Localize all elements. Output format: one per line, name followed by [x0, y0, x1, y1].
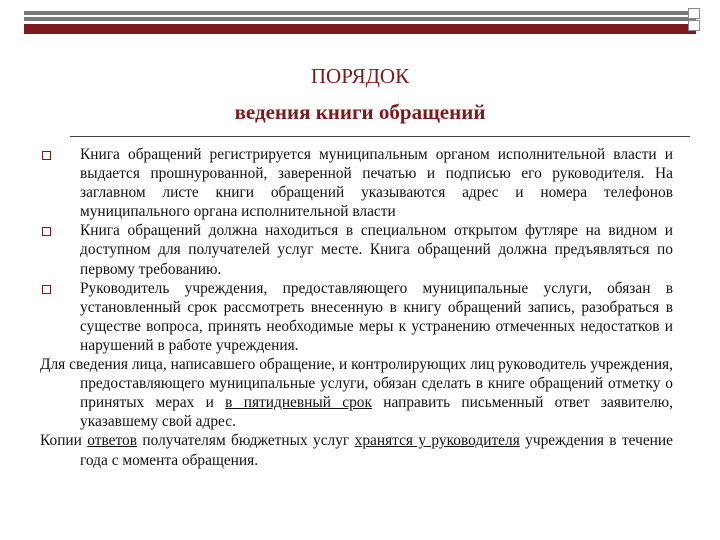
square-bullet-icon [42, 227, 51, 236]
list-item-text: Книга обращений должна находиться в специальном открытом футляре на видном и доступном для получателей услуг месте. Книга обращений должна предъявляться по первому требованию. [80, 222, 673, 278]
paragraph [40, 355, 673, 431]
square-bullet-icon [42, 285, 51, 294]
list-item [40, 145, 673, 221]
title-divider [70, 136, 690, 137]
paragraph-text: учреждения в течение года с момента обращения. [80, 432, 673, 469]
paragraph-text: Для сведения лица, написавшего обращение, и контролирующих лиц руководитель учреждения, предоставляющего муниципальные услуги, обязан сделать в книге обращений отметку о принятых мерах и [40, 356, 673, 412]
header-stripe [24, 11, 696, 15]
list-item [40, 221, 673, 278]
header-stripe-accent [24, 24, 696, 34]
header-stripe [24, 17, 696, 21]
document-body [40, 145, 673, 470]
page-subtitle: ведения книги обращений [234, 100, 486, 124]
square-bullet-icon [42, 151, 51, 160]
corner-square-icon [688, 8, 700, 19]
list-item-text: Руководитель учреждения, предоставляющего муниципальные услуги, обязан в установленный срок рассмотреть внесенную в книгу обращений запись, разобраться в существе вопроса, принять необходимые меры к устранению отмеченных недостатков и нарушений в работе учреждения. [80, 279, 673, 354]
paragraph-text: направить письменный ответ заявителю, указавшему свой адрес. [80, 394, 673, 431]
underlined-text: хранятся у руководителя [354, 432, 520, 450]
underlined-text: ответов [87, 432, 137, 450]
list-item [40, 279, 673, 355]
header-decoration [24, 10, 696, 36]
list-item-text: Книга обращений регистрируется муниципальным органом исполнительной власти и выдается прошнурованной, заверенной печатью и подписью его руководителя. На заглавном листе книги обращений указываются адрес и номера телефонов муниципального органа исполнительной власти [80, 146, 673, 221]
paragraph-text: Копии [40, 432, 88, 450]
paragraph [40, 431, 673, 469]
corner-square-icon [688, 20, 700, 31]
underlined-text: в пятидневный срок [225, 394, 372, 412]
paragraph-text: получателям бюджетных услуг [136, 432, 355, 450]
page-title: ПОРЯДОК [310, 64, 410, 88]
